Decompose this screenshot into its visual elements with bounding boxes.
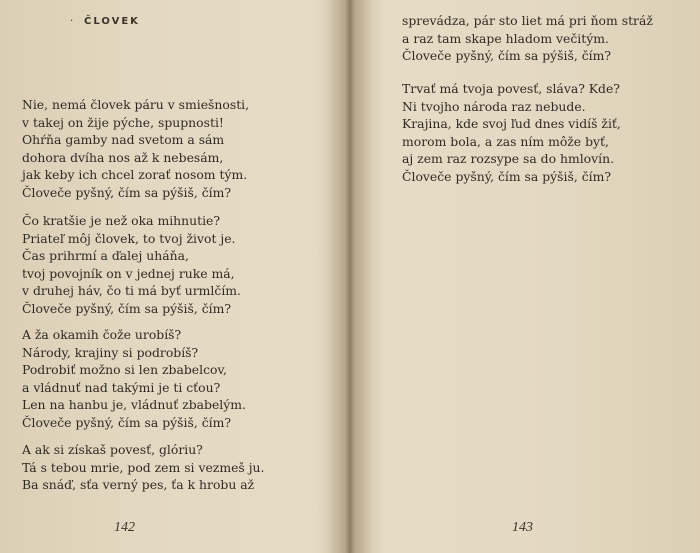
stanza-6	[402, 80, 621, 186]
running-head-mark: ·	[70, 16, 74, 27]
stanza-2	[22, 212, 241, 318]
page-number: 142	[114, 520, 135, 535]
stanza-1	[22, 96, 249, 202]
verse-line: jak keby ich chcel zorať nosom tým.	[22, 167, 248, 183]
verse-line: v takej on žije pýche, spupnosti!	[22, 114, 224, 130]
verse-line: Ohŕňa gamby nad svetom a sám	[22, 132, 225, 148]
verse-line: A ak si získaš povesť, glóriu?	[22, 442, 203, 457]
verse-line: Človeče pyšný, čím sa pýšiš, čím?	[22, 300, 232, 316]
stanza-5	[402, 12, 653, 65]
verse-line: a raz tam skape hladom večitým.	[402, 30, 609, 46]
verse-line: Podrobiť možno si len zbabelcov,	[22, 362, 227, 378]
right-page	[354, 0, 700, 553]
verse-line: Ni tvojho národa raz nebude.	[402, 98, 586, 114]
verse-line: sprevádza, pár sto liet má pri ňom stráž	[402, 13, 653, 28]
verse-line: Nie, nemá človek páru v smiešnosti,	[22, 97, 250, 112]
verse-line: dohora dvíha nos až k nebesám,	[22, 149, 224, 165]
verse-line: aj zem raz rozsype sa do hmlovín.	[402, 151, 615, 167]
verse-line: Človeče pyšný, čím sa pýšiš, čím?	[22, 414, 232, 430]
verse-line: A ža okamih čože urobíš?	[22, 327, 182, 342]
running-head: ČLOVEK	[84, 16, 140, 27]
verse-line: Priateľ môj človek, to tvoj život je.	[22, 230, 236, 246]
page-number: 143	[512, 520, 533, 535]
verse-line: Národy, krajiny si podrobíš?	[22, 344, 199, 360]
stanza-3	[22, 326, 246, 432]
verse-line: tvoj povojník on v jednej ruke má,	[22, 265, 235, 281]
verse-line: Tá s tebou mrie, pod zem si vezmeš ju.	[22, 459, 265, 475]
verse-line: Ba snáď, sťa verný pes, ťa k hrobu až	[22, 477, 255, 493]
verse-line: morom bola, a zas ním môže byť,	[402, 133, 609, 149]
verse-line: Čas prihrmí a ďalej uháňa,	[22, 248, 189, 264]
verse-line: Krajina, kde svoj ľud dnes vidíš žiť,	[402, 116, 621, 132]
verse-line: Človeče pyšný, čím sa pýšiš, čím?	[22, 184, 232, 200]
verse-line: Trvať má tvoja povesť, sláva? Kde?	[402, 81, 620, 96]
verse-line: Len na hanbu je, vládnuť zbabelým.	[22, 397, 246, 413]
verse-line: a vládnuť nad takými je ti cťou?	[22, 379, 221, 395]
verse-line: Človeče pyšný, čím sa pýšiš, čím?	[402, 48, 612, 64]
verse-line: Človeče pyšný, čím sa pýšiš, čím?	[402, 168, 612, 184]
verse-line: v druhej háv, čo ti má byť urmlčím.	[22, 283, 241, 299]
stanza-4	[22, 441, 264, 494]
verse-line: Čo kratšie je než oka mihnutie?	[22, 213, 221, 228]
left-page	[0, 0, 346, 553]
